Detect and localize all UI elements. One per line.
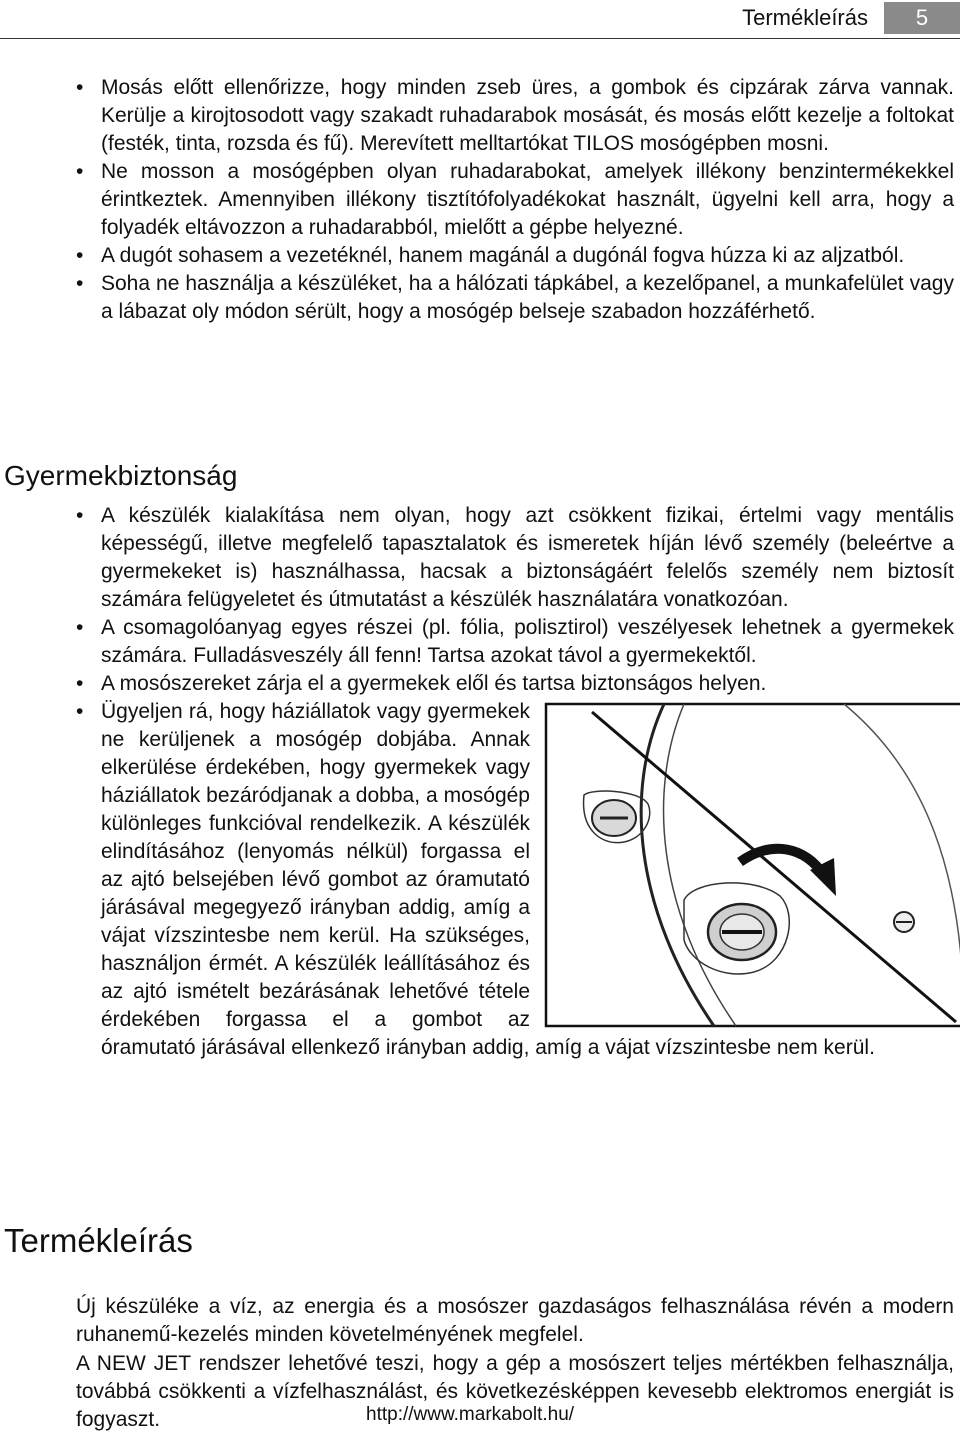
list-item: • Mosás előtt ellenőrizze, hogy minden zseb üres, a gombok és cipzárak zárva vannak. Kerülje a kirojtosodott vagy szakadt ruhadarabok mosását, és mosás előtt kezelje a foltokat (festék, tinta, rozsda és fű). Merevített melltartókat TILOS mosógépben mosni. [76,74,954,158]
safety-list [76,74,954,326]
section-heading-child-safety: Gyermekbiztonság [4,460,238,491]
door-knob-illustration [544,700,960,1028]
list-item: • A dugót sohasem a vezetéknél, hanem magánál a dugónál fogva húzza ki az aljzatból. [76,242,954,270]
figure-frame [546,704,960,1026]
list-item [76,698,954,1062]
product-paragraph: Új készüléke a víz, az energia és a mosószer gazdaságos felhasználása révén a modern ruhanemű-kezelés minden követelményének megfelel. [76,1295,954,1346]
list-item: • A mosószereket zárja el a gyermekek elől és tartsa biztonságos helyen. [76,670,954,698]
footer-url-link[interactable]: http://www.markabolt.hu/ [366,1404,575,1425]
list-item: • A csomagolóanyag egyes részei (pl. fólia, polisztirol) veszélyesek lehetnek a gyermekek számára. Fulladásveszély áll fenn! Tartsa azokat távol a gyermekektől. [76,614,954,670]
list-item-text: Ügyeljen rá, hogy háziállatok vagy gyermekek ne kerüljenek a mosógép dobjába. Annak elkerülése érdekében, hogy gyermekek vagy háziállatok bezáródjanak a dobba, a mosógép különleges funkcióval rendelkezik. A készülék elindításához (lenyomás nélkül) forgassa el az ajtó belsejében lévő gombot az óramutató járásával megegyező irányban addig, amíg a vájat vízszintesbe nem kerül. Ha szükséges, használjon érmét. A készülék leállításához és az ajtó ismételt bezárásának lehetővé tétele érdekében forgassa el a gombot az óramutató járásával ellenkező irányban addig, amíg a vájat vízszintesbe nem kerül. [101,700,875,1059]
product-paragraph: A NEW JET rendszer lehetővé teszi, hogy a gép a mosószert teljes mértékben felhasználja, továbbá csökkenti a vízfelhasználást, és következésképpen kevesebb elektromos energiát is fogyaszt. [76,1352,954,1431]
header-title: Termékleírás [742,5,868,30]
child-safety-list [76,502,954,1062]
list-item: • Ne mosson a mosógépben olyan ruhadarabokat, amelyek illékony benzintermékekkel érintkeztek. Amennyiben illékony tisztítófolyadékokat használt, ügyelni kell arra, hogy a folyadék eltávozzon a ruhadarabból, mielőtt a gépbe helyezné. [76,158,954,242]
page-number-badge: 5 [884,2,960,34]
list-item: • Soha ne használja a készüléket, ha a hálózati tápkábel, a kezelőpanel, a munkafelület vagy a lábazat oly módon sérült, hogy a mosógép belseje szabadon hozzáférhető. [76,270,954,326]
section-heading-product: Termékleírás [4,1222,193,1259]
list-item: • A készülék kialakítása nem olyan, hogy azt csökkent fizikai, értelmi vagy mentális képességű, illetve megfelelő tapasztalatok és ismeretek híján lévő személy (beleértve a gyermekeket is) használhassa, hacsak a biztonságáért felelős személy nem biztosít számára felügyeletet és útmutatást a készülék használatára vonatkozóan. [76,502,954,614]
page-header [0,0,960,39]
